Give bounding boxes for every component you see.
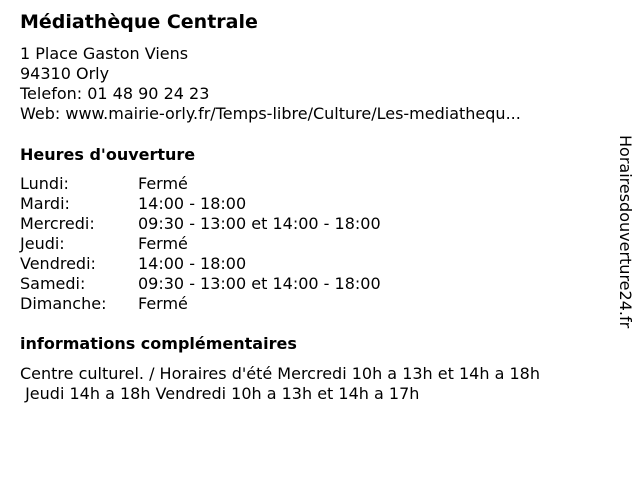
hours-row-vendredi	[20, 254, 381, 274]
day-hours: 09:30 - 13:00 et 14:00 - 18:00	[138, 274, 381, 293]
day-hours: 14:00 - 18:00	[138, 194, 247, 213]
day-hours: 09:30 - 13:00 et 14:00 - 18:00	[138, 214, 381, 233]
info-line: Jeudi 14h a 18h Vendredi 10h a 13h et 14h a 17h	[20, 384, 420, 403]
day-hours: Fermé	[138, 294, 188, 313]
hours-row-lundi	[20, 174, 381, 194]
additional-info-text	[20, 364, 540, 404]
info-line: Centre culturel. / Horaires d'été Mercredi 10h a 13h et 14h a 18h	[20, 364, 540, 383]
hours-row-mercredi	[20, 214, 381, 234]
day-label: Jeudi:	[20, 234, 65, 253]
day-label: Vendredi:	[20, 254, 96, 273]
place-name: Médiathèque Centrale	[20, 11, 258, 33]
site-watermark: Horairesdouverture24.fr	[616, 135, 635, 329]
hours-row-dimanche	[20, 294, 381, 314]
address-city: 94310 Orly	[20, 64, 110, 83]
day-hours: Fermé	[138, 174, 188, 193]
hours-row-jeudi	[20, 234, 381, 254]
day-label: Samedi:	[20, 274, 86, 293]
day-hours: 14:00 - 18:00	[138, 254, 247, 273]
day-label: Mardi:	[20, 194, 70, 213]
day-label: Dimanche:	[20, 294, 107, 313]
phone-number: Telefon: 01 48 90 24 23	[20, 84, 210, 103]
day-label: Mercredi:	[20, 214, 95, 233]
opening-hours-heading: Heures d'ouverture	[20, 145, 196, 164]
website-link[interactable]: Web: www.mairie-orly.fr/Temps-libre/Culture/Les-mediathequ...	[20, 104, 521, 123]
opening-hours-table	[20, 174, 381, 314]
address-block	[20, 44, 521, 124]
hours-row-mardi	[20, 194, 381, 214]
address-street: 1 Place Gaston Viens	[20, 44, 189, 63]
hours-row-samedi	[20, 274, 381, 294]
day-label: Lundi:	[20, 174, 69, 193]
day-hours: Fermé	[138, 234, 188, 253]
additional-info-heading: informations complémentaires	[20, 334, 297, 353]
